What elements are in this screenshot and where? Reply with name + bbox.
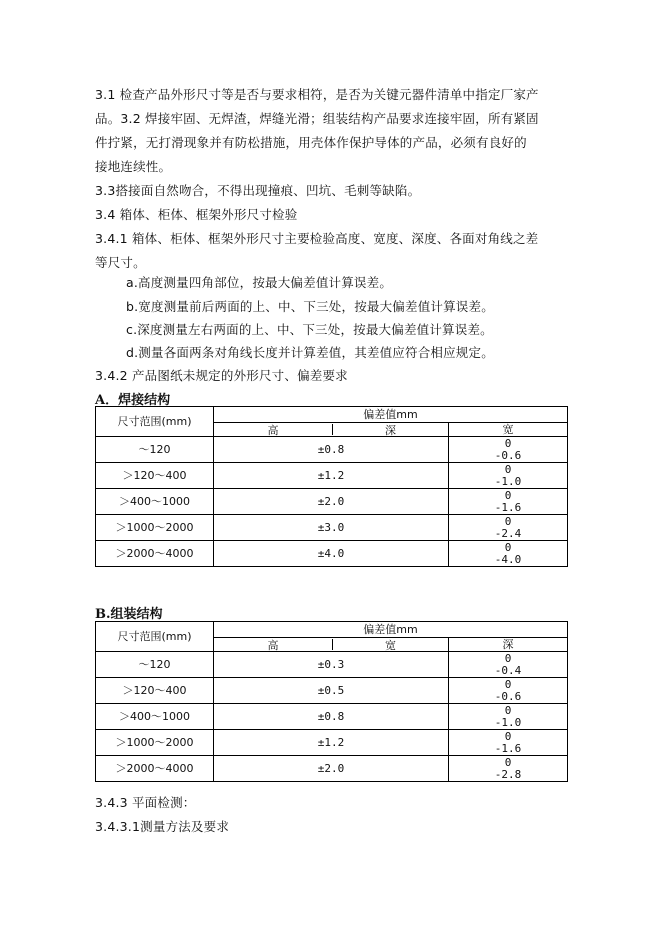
deviation-cell: ±0.5 <box>214 678 449 704</box>
list-item-b: b.宽度测量前后两面的上、中、下三处，按最大偏差值计算误差。 <box>126 299 494 314</box>
size-range-cell: ＞120～400 <box>96 463 214 489</box>
dev-upper: 0 <box>504 514 512 528</box>
header-size-range: 尺寸范围(mm) <box>96 407 214 437</box>
table-a-title: A．焊接结构 <box>95 393 171 408</box>
dev-lower: -0.6 <box>494 448 522 462</box>
deviation-cell: ±0.8 <box>214 437 449 463</box>
table-row <box>96 704 568 730</box>
subheader-height: 高 <box>214 639 333 650</box>
table-b-title: B.组装结构 <box>95 607 163 622</box>
depth-deviation-cell <box>449 704 568 730</box>
subheader-width: 宽 <box>385 639 396 652</box>
text-line: 3.1 检查产品外形尺寸等是否与要求相符，是否为关键元器件清单中指定厂家产 <box>95 87 539 102</box>
depth-deviation-cell <box>449 730 568 756</box>
width-deviation-cell <box>449 437 568 463</box>
paragraph-3-3: 3.3搭接面自然吻合，不得出现撞痕、凹坑、毛刺等缺陷。 <box>95 183 421 198</box>
table-row <box>96 652 568 678</box>
text-line: 件拧紧，无打滑现象并有防松措施，用壳体作保护导体的产品，必须有良好的 <box>95 135 527 150</box>
paragraph-3-4: 3.4 箱体、柜体、框架外形尺寸检验 <box>95 207 298 222</box>
size-range-cell: ＞120～400 <box>96 678 214 704</box>
deviation-cell: ±1.2 <box>214 730 449 756</box>
table-row <box>96 541 568 567</box>
table-row <box>96 437 568 463</box>
deviation-cell: ±0.8 <box>214 704 449 730</box>
dev-lower: -2.4 <box>494 526 522 540</box>
dev-lower: -0.6 <box>494 689 522 703</box>
dev-upper: 0 <box>504 729 512 743</box>
dev-upper: 0 <box>504 436 512 450</box>
paragraph-3-4-2: 3.4.2 产品图纸未规定的外形尺寸、偏差要求 <box>95 368 348 383</box>
subheader-width: 宽 <box>449 423 568 437</box>
deviation-cell: ±1.2 <box>214 463 449 489</box>
list-item-a: a.高度测量四角部位，按最大偏差值计算误差。 <box>126 275 393 290</box>
deviation-cell: ±2.0 <box>214 489 449 515</box>
header-deviation: 偏差值mm <box>214 622 568 638</box>
table-row <box>96 463 568 489</box>
table-a-sub-headers <box>214 423 449 437</box>
width-deviation-cell <box>449 541 568 567</box>
size-range-cell: ＞1000～2000 <box>96 730 214 756</box>
text-line: 等尺寸。 <box>95 255 146 270</box>
table-row <box>96 730 568 756</box>
header-deviation: 偏差值mm <box>214 407 568 423</box>
dev-upper: 0 <box>504 755 512 769</box>
dev-lower: -4.0 <box>494 552 522 566</box>
list-item-c: c.深度测量左右两面的上、中、下三处，按最大偏差值计算误差。 <box>126 322 493 337</box>
width-deviation-cell <box>449 489 568 515</box>
table-row <box>96 756 568 782</box>
size-range-cell: ～120 <box>96 437 214 463</box>
dev-lower: -1.6 <box>494 741 522 755</box>
size-range-cell: ＞400～1000 <box>96 704 214 730</box>
text-line: 接地连续性。 <box>95 159 172 174</box>
table-welded-structure <box>95 406 568 567</box>
depth-deviation-cell <box>449 652 568 678</box>
dev-upper: 0 <box>504 462 512 476</box>
subheader-depth: 深 <box>449 638 568 652</box>
text-line: 3.4.1 箱体、柜体、框架外形尺寸主要检验高度、宽度、深度、各面对角线之差 <box>95 231 539 246</box>
table-b-sub-headers <box>214 638 449 652</box>
header-size-range: 尺寸范围(mm) <box>96 622 214 652</box>
dev-lower: -1.0 <box>494 715 522 729</box>
deviation-cell: ±4.0 <box>214 541 449 567</box>
text-line: 品。3.2 焊接牢固、无焊渣，焊缝光滑；组装结构产品要求连接牢固，所有紧固 <box>95 111 539 126</box>
dev-lower: -1.6 <box>494 500 522 514</box>
table-row <box>96 515 568 541</box>
dev-lower: -1.0 <box>494 474 522 488</box>
dev-lower: -2.8 <box>494 767 522 781</box>
dev-upper: 0 <box>504 488 512 502</box>
dev-upper: 0 <box>504 651 512 665</box>
deviation-cell: ±3.0 <box>214 515 449 541</box>
depth-deviation-cell <box>449 678 568 704</box>
paragraph-3-1 <box>95 83 575 179</box>
width-deviation-cell <box>449 463 568 489</box>
width-deviation-cell <box>449 515 568 541</box>
subheader-depth: 深 <box>385 424 396 437</box>
size-range-cell: ＞1000～2000 <box>96 515 214 541</box>
deviation-cell: ±0.3 <box>214 652 449 678</box>
size-range-cell: ＞400～1000 <box>96 489 214 515</box>
paragraph-3-4-3-1: 3.4.3.1测量方法及要求 <box>95 819 230 834</box>
size-range-cell: ～120 <box>96 652 214 678</box>
depth-deviation-cell <box>449 756 568 782</box>
table-assembled-structure <box>95 621 568 782</box>
table-row <box>96 489 568 515</box>
size-range-cell: ＞2000～4000 <box>96 756 214 782</box>
table-row <box>96 678 568 704</box>
paragraph-3-4-1 <box>95 227 575 275</box>
deviation-cell: ±2.0 <box>214 756 449 782</box>
subheader-height: 高 <box>214 424 333 435</box>
dev-upper: 0 <box>504 540 512 554</box>
paragraph-3-4-3: 3.4.3 平面检测： <box>95 795 196 810</box>
list-item-d: d.测量各面两条对角线长度并计算差值，其差值应符合相应规定。 <box>126 345 494 360</box>
dev-lower: -0.4 <box>494 663 522 677</box>
size-range-cell: ＞2000～4000 <box>96 541 214 567</box>
dev-upper: 0 <box>504 703 512 717</box>
dev-upper: 0 <box>504 677 512 691</box>
